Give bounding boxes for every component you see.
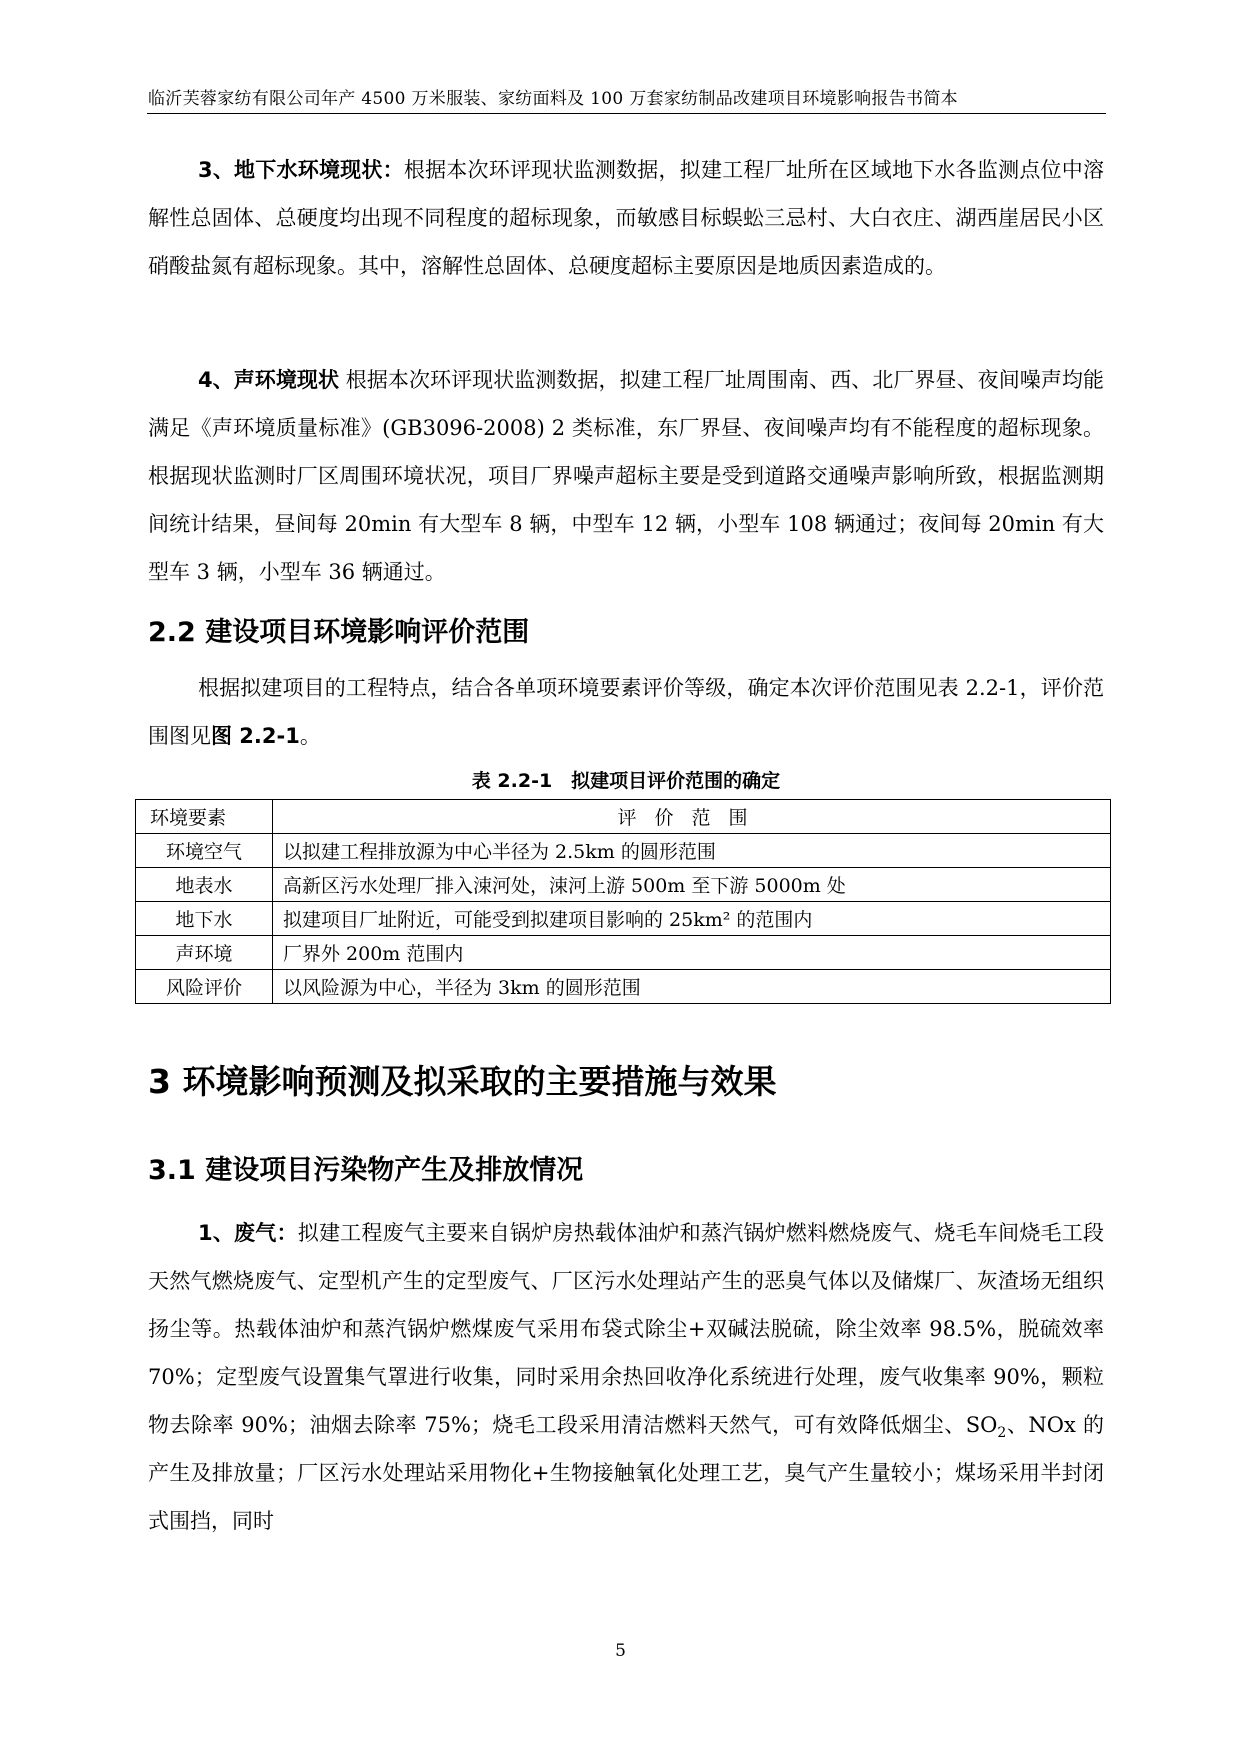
- table-row: [136, 902, 1111, 936]
- noise-paragraph: [148, 356, 1104, 596]
- table-row: [136, 970, 1111, 1004]
- scope-text: 根据拟建项目的工程特点，结合各单项环境要素评价等级，确定本次评价范围见表 2.2-1，评价范围图见: [148, 676, 1104, 748]
- table-cell: 地下水: [136, 902, 273, 936]
- scope-text-end: 。: [299, 724, 321, 748]
- table-cell: 以拟建工程排放源为中心半径为 2.5km 的圆形范围: [273, 834, 1111, 868]
- table-caption: 表 2.2-1 拟建项目评价范围的确定: [471, 770, 781, 792]
- header-scope: 评价范围: [273, 800, 1111, 834]
- noise-label: 4、声环境现状: [198, 368, 340, 392]
- table-cell: 厂界外 200m 范围内: [273, 936, 1111, 970]
- table-row: [136, 868, 1111, 902]
- running-header: 临沂芙蓉家纺有限公司年产 4500 万米服装、家纺面料及 100 万套家纺制品改建项目环境影响报告书简本: [148, 89, 958, 109]
- header-element: 环境要素: [136, 800, 273, 834]
- table-cell: 以风险源为中心，半径为 3km 的圆形范围: [273, 970, 1111, 1004]
- header-rule: [147, 113, 1106, 114]
- figure-reference: 图 2.2-1: [211, 724, 300, 748]
- section-3-1-heading: 3.1 建设项目污染物产生及排放情况: [148, 1155, 584, 1186]
- exhaust-gas-text: 拟建工程废气主要来自锅炉房热载体油炉和蒸汽锅炉燃料燃烧废气、烧毛车间烧毛工段天然气燃烧废气、定型机产生的定型废气、厂区污水处理站产生的恶臭气体以及储煤厂、灰渣场无组织扬尘等。热载体油炉和蒸汽锅炉燃煤废气采用布袋式除尘+双碱法脱硫，除尘效率 98.5%，脱硫效率 70%；定型废气设置集气罩进行收集，同时采用余热回收净化系统进行处理，废气收集率 90%，颗粒物去除率 90%；油烟去除率 75%；烧毛工段采用清洁燃料天然气，可有效降低烟尘、SO: [148, 1221, 1104, 1437]
- page-number: 5: [615, 1641, 626, 1661]
- section-3-heading: 3 环境影响预测及拟采取的主要措施与效果: [148, 1062, 777, 1101]
- groundwater-label: 3、地下水环境现状：: [198, 158, 404, 182]
- groundwater-paragraph: [148, 146, 1104, 290]
- table-row: [136, 834, 1111, 868]
- table-cell: 环境空气: [136, 834, 273, 868]
- noise-text: 根据本次环评现状监测数据，拟建工程厂址周围南、西、北厂界昼、夜间噪声均能满足《声环境质量标准》(GB3096-2008) 2 类标准，东厂界昼、夜间噪声均有不能程度的超标现象。根据现状监测时厂区周围环境状况，项目厂界噪声超标主要是受到道路交通噪声影响所致，根据监测期间统计结果，昼间每 20min 有大型车 8 辆，中型车 12 辆，小型车 108 辆通过；夜间每 20min 有大型车 3 辆，小型车 36 辆通过。: [148, 368, 1104, 584]
- table-row: [136, 936, 1111, 970]
- table-cell: 高新区污水处理厂排入涑河处，涑河上游 500m 至下游 5000m 处: [273, 868, 1111, 902]
- table-cell: 风险评价: [136, 970, 273, 1004]
- exhaust-gas-label: 1、废气：: [198, 1221, 298, 1245]
- exhaust-gas-paragraph: [148, 1209, 1104, 1545]
- exhaust-gas-text-continued: 、NOx 的产生及排放量；厂区污水处理站采用物化+生物接触氧化处理工艺，臭气产生量较小；煤场采用半封闭式围挡，同时: [148, 1413, 1104, 1533]
- groundwater-text: 根据本次环评现状监测数据，拟建工程厂址所在区域地下水各监测点位中溶解性总固体、总硬度均出现不同程度的超标现象，而敏感目标蜈蚣三忌村、大白衣庄、湖西崖居民小区硝酸盐氮有超标现象。其中，溶解性总固体、总硬度超标主要原因是地质因素造成的。: [148, 158, 1104, 278]
- section-2-2-heading: 2.2 建设项目环境影响评价范围: [148, 617, 530, 648]
- table-cell: 声环境: [136, 936, 273, 970]
- so2-subscript: 2: [997, 1425, 1007, 1442]
- table-cell: 拟建项目厂址附近，可能受到拟建项目影响的 25km² 的范围内: [273, 902, 1111, 936]
- scope-paragraph: [148, 664, 1104, 760]
- table-header-row: [136, 800, 1111, 834]
- evaluation-scope-table: [135, 799, 1111, 1004]
- table-cell: 地表水: [136, 868, 273, 902]
